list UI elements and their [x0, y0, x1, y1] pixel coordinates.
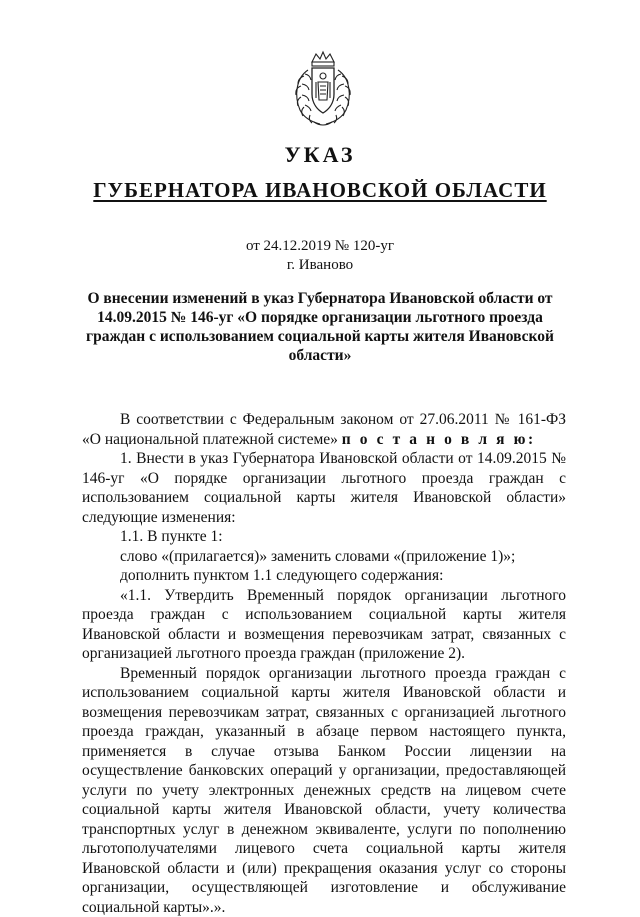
paragraph-temporary-order: Временный порядок организации льготного проезда граждан с использованием социальной карты жителя Ивановской области и возмещения перевозчикам затрат, связанных с организацией льготного проезда граждан, указанный в абзаце первом настоящего пункта, применяется в случае отзыва Банком России лицензии на осуществление банковских операций у организации, предоставляющей услуги по учету электронных денежных средств на лицевом счете социальной карты жителя Ивановской области, учету количества транспортных услуг в денежном эквиваленте, услуги по пополнению льготополучателями лицевого счета социальной карты жителя Ивановской области и (или) прекращения оказания услуг со стороны организации, осуществляющей изготовление и обслуживание социальной карты».». [82, 664, 566, 917]
decree-subject: О внесении изменений в указ Губернатора Ивановской области от 14.09.2015 № 146-уг «О порядке организации льготного проезда граждан с использованием социальной карты жителя Ивановской области» [70, 289, 570, 365]
date-and-place [0, 237, 640, 275]
preamble-paragraph [82, 410, 566, 449]
decree-word: п о с т а н о в л я ю: [342, 431, 536, 448]
paragraph-1: 1. Внести в указ Губернатора Ивановской области от 14.09.2015 № 146-уг «О порядке организации льготного проезда граждан с использованием социальной карты жителя Ивановской области» следующие изменения: [82, 449, 566, 527]
document-title: УКАЗ [0, 142, 640, 168]
document-body [82, 410, 566, 917]
paragraph-1-1: 1.1. В пункте 1: [82, 527, 566, 547]
paragraph-supplement: дополнить пунктом 1.1 следующего содержания: [82, 566, 566, 586]
paragraph-new-clause: «1.1. Утвердить Временный порядок организации льготного проезда граждан с использованием социальной карты жителя Ивановской области и возмещения перевозчикам затрат, связанных с организацией льготного проезда граждан (приложение 2). [82, 586, 566, 664]
paragraph-replace-word: слово «(прилагается)» заменить словами «(приложение 1)»; [82, 547, 566, 567]
decree-date-number: от 24.12.2019 № 120-уг [0, 237, 640, 256]
coat-of-arms-icon [290, 48, 356, 128]
decree-city: г. Иваново [0, 256, 640, 275]
document-subtitle [0, 178, 640, 203]
preamble-text: В соответствии с Федеральным законом от 27.06.2011 № 161-ФЗ «О национальной платежной системе» [82, 411, 566, 448]
issuer-name: ГУБЕРНАТОРА ИВАНОВСКОЙ ОБЛАСТИ [93, 178, 546, 202]
